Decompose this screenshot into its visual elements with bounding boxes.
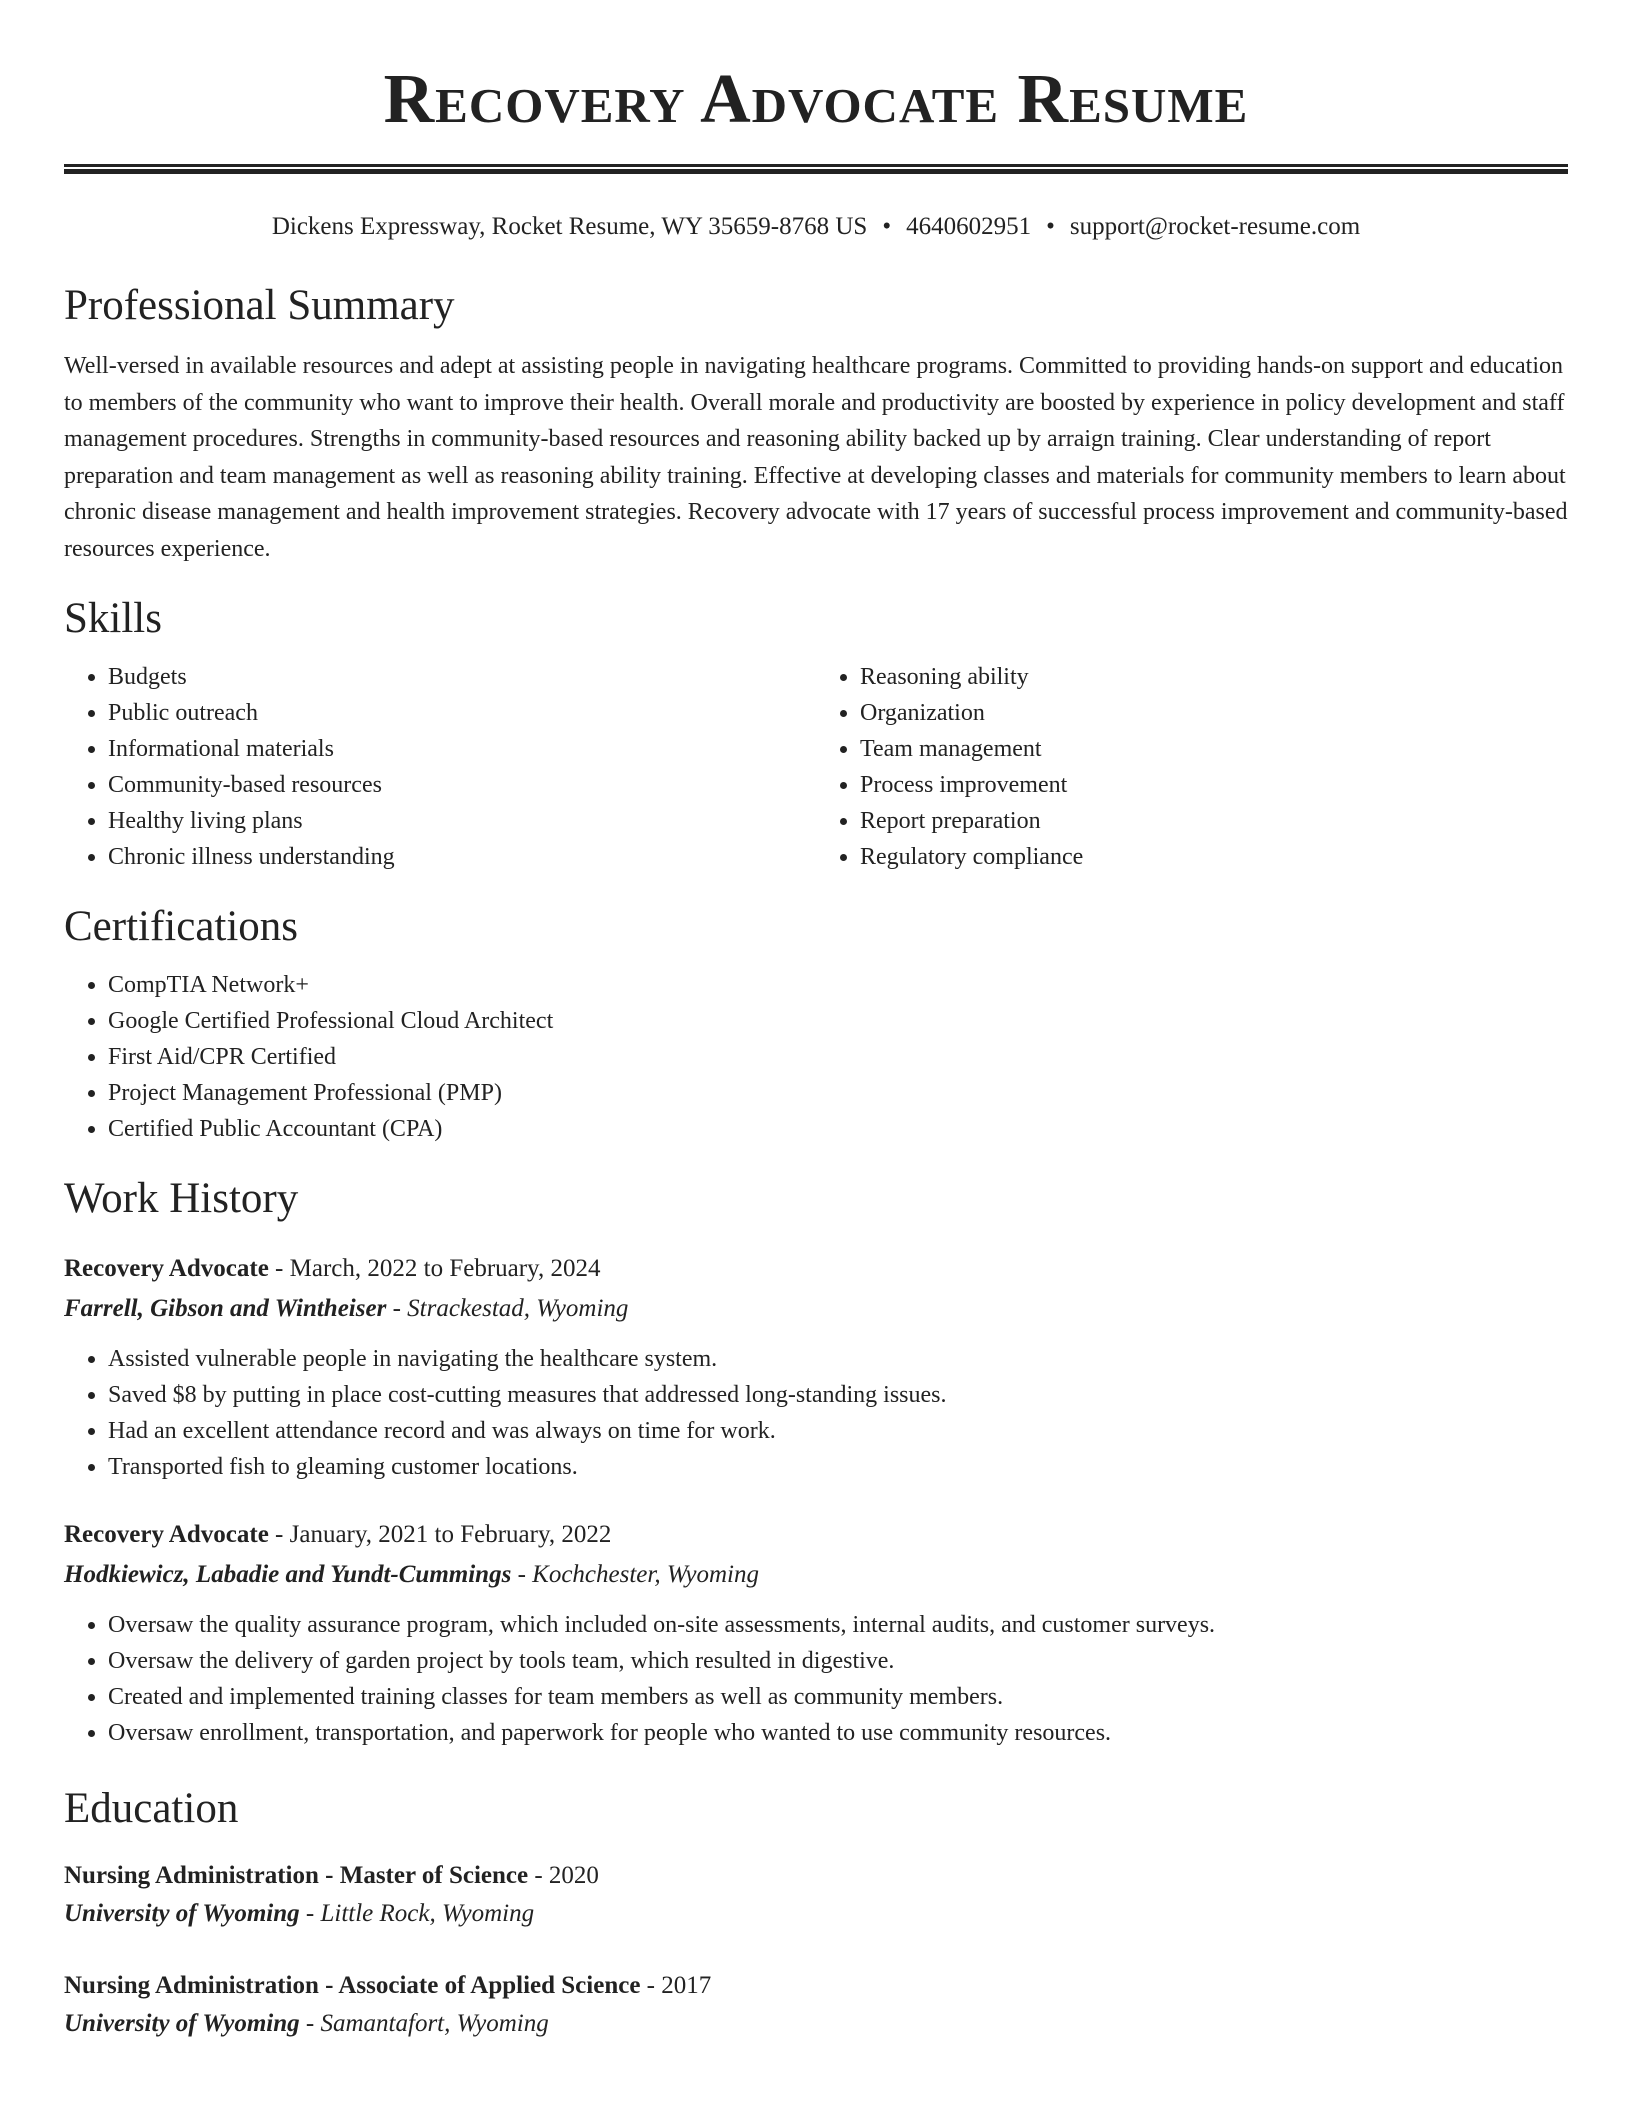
job-duty-item: • Oversaw the delivery of garden project by tools team, which resulted in digestive. [108,1643,1568,1679]
skill-item: • Organization [860,695,1568,731]
job-duties-list [64,1341,1568,1485]
contact-email: support@rocket-resume.com [1069,213,1361,240]
skills-list-left [64,659,816,875]
skill-item: • Report preparation [860,803,1568,839]
job-dates: - January, 2021 to February, 2022 [268,1521,612,1548]
work-history-heading: Work History [64,1175,299,1222]
job-duty-item: • Assisted vulnerable people in navigating the healthcare system. [108,1341,1568,1377]
summary-text: Well-versed in available resources and adept at assisting people in navigating healthcare programs. Committed to providing hands-on support and education to members of the community who want to improve their health. Overall morale and productivity are boosted by experience in policy development and staff management procedures. Strengths in community-based resources and reasoning ability backed up by arraign training. Clear understanding of report preparation and team management as well as reasoning ability training. Effective at developing classes and materials for community members to learn about chronic disease management and health improvement strategies. Recovery advocate with 17 years of successful process improvement and community-based resources experience. [64,353,1568,562]
certification-item: • Certified Public Accountant (CPA) [108,1111,1568,1147]
skill-item: • Community-based resources [108,767,816,803]
job-title: Recovery Advocate [64,1521,269,1548]
education-location: - Samantafort, Wyoming [299,2010,549,2037]
skill-item: • Public outreach [108,695,816,731]
education-location: - Little Rock, Wyoming [299,1900,535,1927]
education-degree: Nursing Administration - Associate of Applied Science [64,1972,641,1999]
education-entry [64,1857,1568,1933]
certification-item: • First Aid/CPR Certified [108,1039,1568,1075]
education-year: - 2020 [528,1862,599,1889]
job-title-line [64,1515,1568,1555]
education-school-line [64,1895,1568,1933]
skills-columns [64,659,1568,875]
certifications-list [64,967,1568,1147]
skills-heading: Skills [64,595,162,642]
resume-title: Recovery Advocate Resume [383,61,1249,138]
job-entry [64,1249,1568,1485]
skill-item: • Process improvement [860,767,1568,803]
skill-item: • Reasoning ability [860,659,1568,695]
education-year: - 2017 [640,1972,712,1999]
certification-item: • Google Certified Professional Cloud Architect [108,1003,1568,1039]
job-duty-item: • Saved $8 by putting in place cost-cutting measures that addressed long-standing issues. [108,1377,1568,1413]
skill-item: • Budgets [108,659,816,695]
job-location: - Kochchester, Wyoming [511,1561,759,1588]
job-title: Recovery Advocate [64,1255,269,1282]
job-entry [64,1515,1568,1751]
summary-heading: Professional Summary [64,282,455,329]
job-location: - Strackestad, Wyoming [386,1295,629,1322]
skill-item: • Informational materials [108,731,816,767]
contact-address: Dickens Expressway, Rocket Resume, WY 35659-8768 US [271,213,868,240]
job-company-line [64,1555,1568,1595]
education-school: University of Wyoming [64,1900,300,1927]
education-heading: Education [64,1785,239,1832]
certification-item: • CompTIA Network+ [108,967,1568,1003]
job-duty-item: • Transported fish to gleaming customer locations. [108,1449,1568,1485]
education-entry [64,1967,1568,2043]
contact-line [64,210,1568,244]
job-duty-item: • Created and implemented training classes for team members as well as community members. [108,1679,1568,1715]
education-school-line [64,2005,1568,2043]
job-duty-item: • Oversaw the quality assurance program, which included on-site assessments, internal audits, and customer surveys. [108,1607,1568,1643]
job-dates: - March, 2022 to February, 2024 [268,1255,601,1282]
skill-item: • Regulatory compliance [860,839,1568,875]
education-school: University of Wyoming [64,2010,300,2037]
skill-item: • Chronic illness understanding [108,839,816,875]
education-degree: Nursing Administration - Master of Science [64,1862,529,1889]
job-duty-item: • Had an excellent attendance record and was always on time for work. [108,1413,1568,1449]
certification-item: • Project Management Professional (PMP) [108,1075,1568,1111]
certifications-heading: Certifications [64,903,299,950]
title-divider [64,164,1568,174]
skill-item: • Healthy living plans [108,803,816,839]
education-degree-line [64,1857,1568,1895]
skills-list-right [816,659,1568,875]
contact-phone: 4640602951 [906,213,1032,240]
education-degree-line [64,1967,1568,2005]
job-company: Hodkiewicz, Labadie and Yundt-Cummings [64,1561,512,1588]
job-title-line [64,1249,1568,1289]
contact-separator: • [882,213,892,240]
job-company: Farrell, Gibson and Wintheiser [64,1295,387,1322]
job-company-line [64,1289,1568,1329]
job-duty-item: • Oversaw enrollment, transportation, and paperwork for people who wanted to use community resources. [108,1715,1568,1751]
job-duties-list [64,1607,1568,1751]
skill-item: • Team management [860,731,1568,767]
contact-separator: • [1046,213,1055,240]
